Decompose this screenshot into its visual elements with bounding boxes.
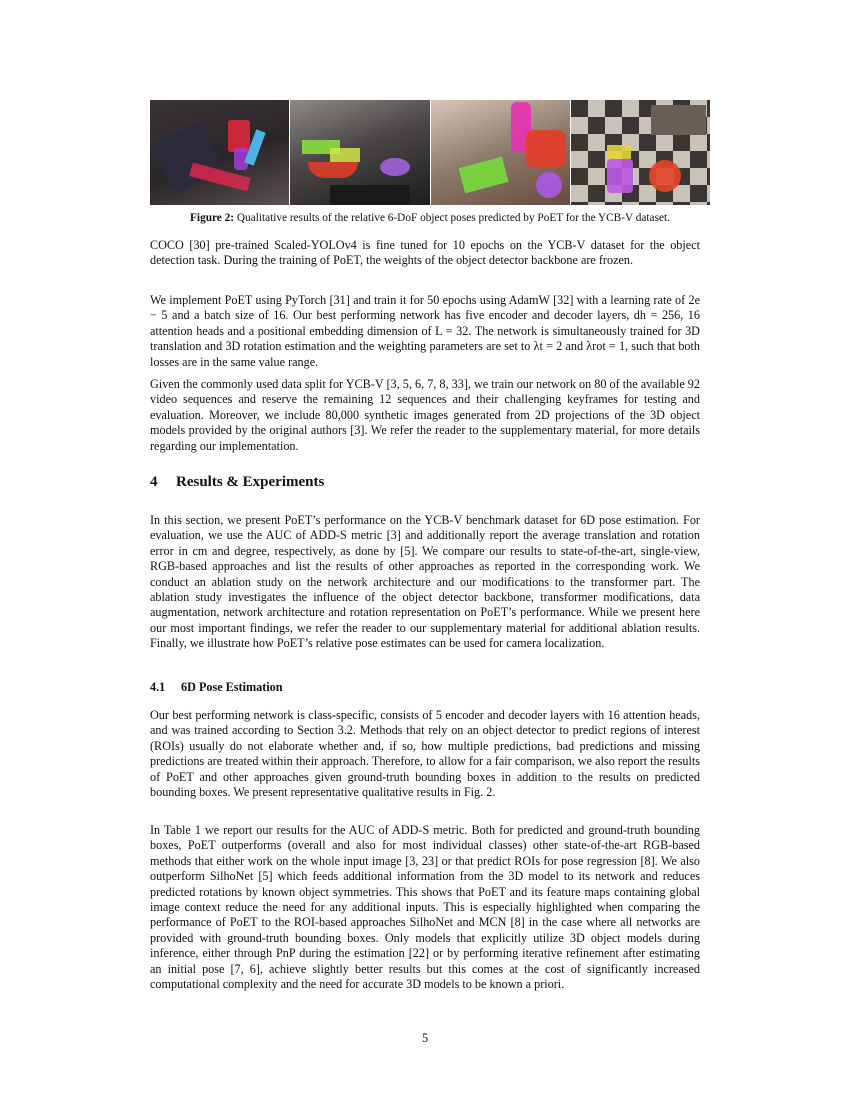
paragraph-network-setup: Our best performing network is class-specific, consists of 5 encoder and decoder layers with 16 attention heads, and was trained according to Section 3.2. Methods that rely on an object detector to predict regions of interest (ROIs) usually do not elaborate whether and, if so, how multiple predictions, bad predictions and missing predictions are treated within their approach. Therefore, to allow for a fair comparison, we also report the results of PoET and other approaches given ground-truth bounding boxes in addition to the results on predicted bounding boxes. We present representative qualitative results in Fig. 2. [150,708,700,800]
page-number: 5 [421,1031,429,1045]
paragraph-object-detector-training: COCO [30] pre-trained Scaled-YOLOv4 is fine tuned for 10 epochs on the YCB-V dataset for the object detection task. During the training of PoET, the weights of the object detector backbone are frozen. [150,238,700,268]
result-image-3 [430,100,570,205]
figure-2-images [150,100,710,205]
paragraph-implementation-details: We implement PoET using PyTorch [31] and train it for 50 epochs using AdamW [32] with a learning rate of 2e − 5 and a batch size of 16. Our best performing network has five encoder and decoder layers, dh = 256, 16 attention heads and a positional embedding dimension of L = 32. The network is simultaneously trained for 3D translation and 3D rotation estimation and the weighting parameters are set to λt = 2 and λrot = 1, such that both losses are in the same value range. [150,293,700,369]
section-title: Results & Experiments [176,474,325,490]
result-image-2 [289,100,429,205]
paragraph-table-1-results: In Table 1 we report our results for the AUC of ADD-S metric. Both for predicted and ground-truth bounding boxes, PoET outperforms (overall and also for most individual classes) other state-of-the-art RGB-based methods that either work on the whole input image [3, 23] or that predict ROIs for pose regression [8]. We also outperform SilhoNet [5] which feeds additional information from the 3D model to its network and reduces predicted rotations by known object symmetries. This shows that PoET and its feature maps containing global image context reduce the need for any additional inputs. This is especially highlighted when comparing the performance of PoET to the ROI-based approaches SilhoNet and MCN [8] in the case where all networks are provided with ground-truth bounding boxes. Only models that explicitly utilize 3D object models during inference, either through PnP during the estimation [22] or by performing iterative refinement after estimating an initial pose [7, 6], achieve slightly better results but this comes at the cost of significantly increased computational complexity and the need for accurate 3D models to be known a priori. [150,823,700,992]
subsection-title: 6D Pose Estimation [181,680,283,694]
subsection-heading-6d-pose [150,680,283,695]
result-image-1 [150,100,289,205]
paragraph-data-split: Given the commonly used data split for YCB-V [3, 5, 6, 7, 8, 33], we train our network on 80 of the available 92 video sequences and reserve the remaining 12 sequences and their challenging keyframes for testing and evaluation. Moreover, we include 80,000 synthetic images generated from 2D projections of the 3D object models provided by the original authors [3]. We refer the reader to the supplementary material, for more details regarding our implementation. [150,377,700,453]
section-number: 4 [150,474,158,490]
figure-caption-text: Qualitative results of the relative 6-DoF object poses predicted by PoET for the YCB-V dataset. [236,212,670,224]
figure-caption-label: Figure 2: [190,212,235,224]
section-heading-results [150,474,324,491]
result-image-4 [570,100,710,205]
subsection-number: 4.1 [150,680,166,694]
figure-caption [150,211,710,225]
paragraph-results-intro: In this section, we present PoET’s performance on the YCB-V benchmark dataset for 6D pose estimation. For evaluation, we use the AUC of ADD-S metric [3] and additionally report the average translation and rotation error in cm and degree, respectively, as done by [5]. We compare our results to state-of-the-art, single-view, RGB-based approaches and list the results of other approaches as reported in the corresponding work. We conduct an ablation study on the network architecture and our modifications to the transformer part. The ablation study investigates the influence of the object detector backbone, transformer modifications, data augmentation, network architecture and rotation representation on PoET’s performance. While we present here our most important findings, we refer the reader to our supplementary material for additional ablation results. Finally, we illustrate how PoET’s relative pose estimates can be used for camera localization. [150,513,700,651]
